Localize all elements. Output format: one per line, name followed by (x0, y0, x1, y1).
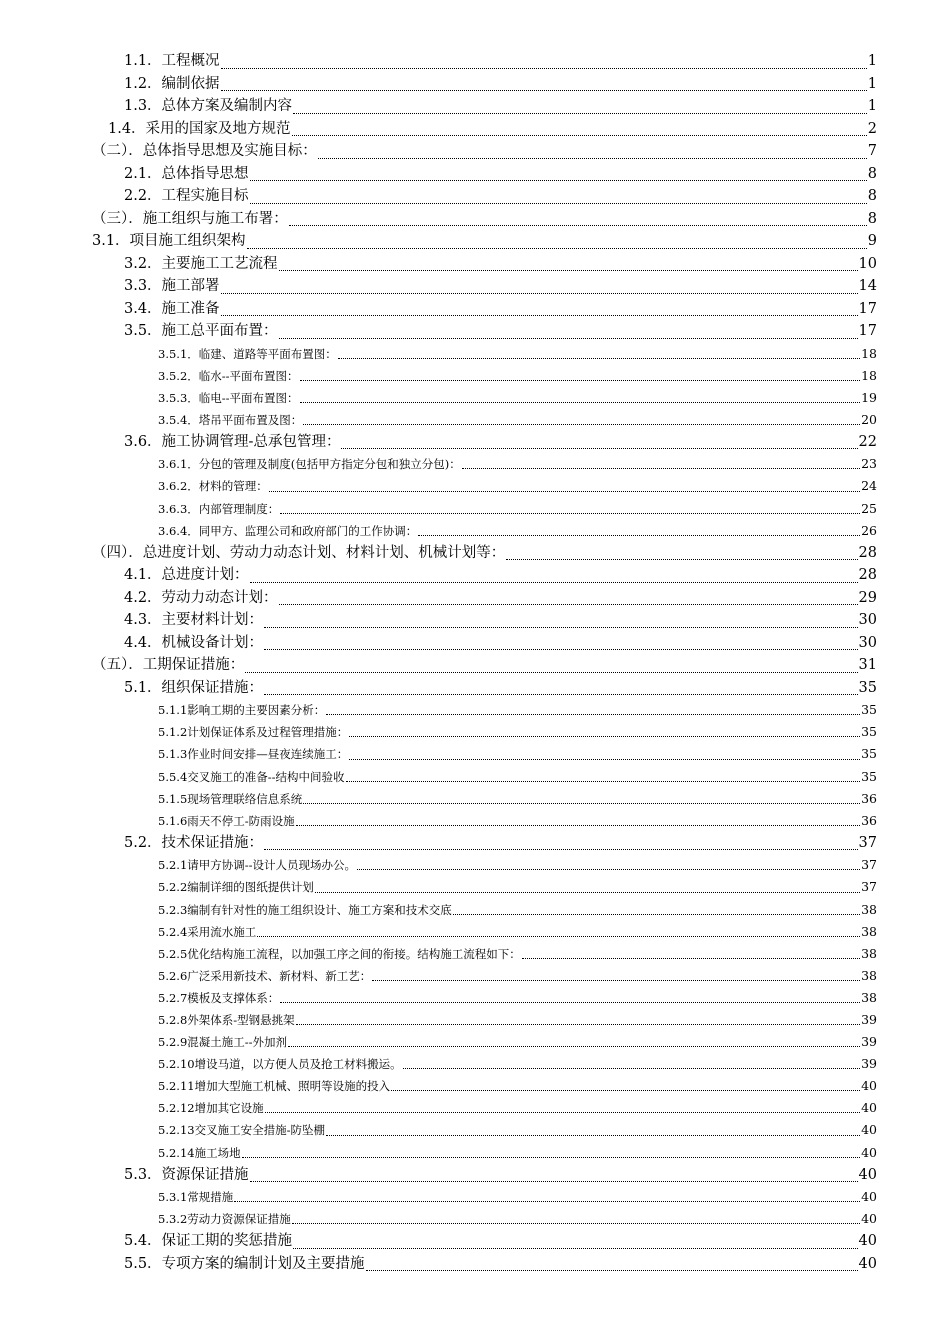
dot-leader (250, 582, 858, 583)
toc-entry[interactable] (0, 965, 950, 987)
dot-leader (326, 714, 860, 715)
toc-entry-page-number: 36 (861, 790, 877, 806)
toc-entry[interactable] (0, 609, 950, 632)
toc-entry-title: 3.3．施工部署 (124, 278, 220, 294)
toc-entry[interactable] (0, 253, 950, 276)
toc-entry-title: 5.1．组织保证措施： (124, 679, 264, 696)
dot-leader (338, 358, 860, 359)
toc-entry[interactable] (0, 73, 950, 96)
dot-leader (372, 980, 860, 981)
dot-leader (357, 869, 860, 870)
toc-entry[interactable] (0, 854, 950, 876)
toc-entry-title: 5.2.9混凝土施工--外加剂 (158, 1035, 288, 1050)
toc-entry[interactable] (0, 654, 950, 677)
toc-entry[interactable] (0, 1075, 950, 1097)
toc-entry[interactable] (0, 899, 950, 921)
toc-entry-title: 3.1．项目施工组织架构 (92, 233, 246, 249)
toc-entry-page-number: 39 (861, 1011, 877, 1027)
toc-entry[interactable] (0, 520, 950, 542)
toc-entry-title: 3.5．施工总平面布置： (124, 323, 278, 339)
dot-leader (265, 1112, 861, 1113)
toc-entry-title: 5.1.5现场管理联络信息系统 (158, 791, 303, 806)
toc-entry[interactable] (0, 320, 950, 343)
toc-entry[interactable] (0, 943, 950, 965)
toc-entry-page-number: 35 (861, 724, 877, 740)
toc-entry-title: （三）．施工组织与施工布署： (92, 210, 288, 227)
toc-entry[interactable] (0, 409, 950, 431)
toc-entry-page-number: 35 (861, 702, 877, 718)
toc-entry-page-number: 38 (861, 967, 877, 983)
toc-entry[interactable] (0, 587, 950, 610)
toc-entry-page-number: 18 (861, 345, 877, 361)
toc-entry-title: 5.5．专项方案的编制计划及主要措施 (124, 1255, 365, 1272)
toc-entry[interactable] (0, 1208, 950, 1230)
dot-leader (221, 90, 867, 91)
dot-leader (242, 1157, 861, 1158)
dot-leader (349, 759, 860, 760)
toc-entry-title: 5.2.10增设马道，以方便人员及抢工材料搬运。 (158, 1057, 402, 1072)
toc-entry-page-number: 20 (861, 411, 877, 427)
toc-entry-title: （四）．总进度计划、劳动力动态计划、材料计划、机械计划等： (92, 544, 506, 561)
toc-entry-page-number: 9 (867, 233, 877, 249)
toc-entry[interactable] (0, 632, 950, 655)
toc-entry[interactable] (0, 230, 950, 253)
toc-entry-page-number: 8 (867, 165, 877, 182)
toc-entry-page-number: 38 (861, 945, 877, 961)
toc-entry-title: 5.2.12增加其它设施 (158, 1101, 264, 1116)
dot-leader (366, 1270, 858, 1271)
toc-entry-page-number: 1 (867, 75, 877, 92)
toc-entry-page-number: 39 (861, 1056, 877, 1072)
toc-entry[interactable] (0, 564, 950, 587)
dot-leader (315, 892, 860, 893)
toc-entry-title: 1.1．工程概况 (124, 53, 220, 69)
toc-entry-page-number: 1 (867, 98, 877, 114)
toc-entry-title: 1.4．采用的国家及地方规范 (108, 120, 291, 137)
dot-leader (234, 1201, 860, 1202)
toc-entry-title: 5.5.4交叉施工的准备--结构中间验收 (158, 769, 345, 784)
dot-leader (296, 1024, 860, 1025)
toc-entry-title: 5.4．保证工期的奖惩措施 (124, 1233, 293, 1250)
toc-entry-page-number: 40 (861, 1144, 877, 1160)
dot-leader (318, 158, 867, 159)
toc-entry-page-number: 19 (861, 389, 877, 405)
toc-entry-title: 4.1．总进度计划： (124, 567, 249, 584)
toc-entry-page-number: 10 (858, 255, 877, 272)
toc-entry[interactable] (0, 163, 950, 186)
toc-entry[interactable] (0, 365, 950, 387)
dot-leader (280, 513, 860, 514)
toc-entry-page-number: 40 (861, 1189, 877, 1205)
toc-entry-title: 5.2.2编制详细的图纸提供计划 (158, 880, 314, 895)
toc-entry-title: 5.2.11增加大型施工机械、照明等设施的投入 (158, 1079, 391, 1094)
toc-entry-title: 5.2.13交叉施工安全措施-防坠棚 (158, 1123, 325, 1138)
toc-entry[interactable] (0, 766, 950, 788)
toc-entry-page-number: 8 (867, 210, 877, 227)
toc-entry[interactable] (0, 185, 950, 208)
dot-leader (292, 135, 867, 136)
dot-leader (522, 958, 860, 959)
toc-entry[interactable] (0, 1164, 950, 1187)
toc-entry[interactable] (0, 1119, 950, 1141)
dot-leader (326, 1135, 860, 1136)
dot-leader (391, 1090, 860, 1091)
toc-entry-page-number: 35 (858, 679, 877, 696)
toc-entry[interactable] (0, 475, 950, 497)
toc-entry-page-number: 37 (861, 857, 877, 873)
toc-entry[interactable] (0, 118, 950, 141)
toc-entry[interactable] (0, 1053, 950, 1075)
toc-entry[interactable] (0, 453, 950, 475)
dot-leader (279, 604, 858, 605)
toc-entry-page-number: 40 (861, 1078, 877, 1094)
toc-entry-page-number: 40 (858, 1233, 877, 1250)
dot-leader (462, 468, 860, 469)
dot-leader (279, 270, 858, 271)
toc-entry-title: 5.2.3编制有针对性的施工组织设计、施工方案和技术交底 (158, 902, 452, 917)
toc-entry[interactable] (0, 876, 950, 898)
toc-entry[interactable] (0, 832, 950, 855)
toc-entry[interactable] (0, 140, 950, 163)
toc-entry[interactable] (0, 50, 950, 73)
toc-entry-page-number: 8 (867, 188, 877, 204)
dot-leader (288, 1046, 860, 1047)
dot-leader (257, 936, 860, 937)
toc-entry-page-number: 17 (858, 323, 877, 339)
toc-entry-title: 5.1.1影响工期的主要因素分析： (158, 703, 326, 718)
toc-entry-page-number: 31 (858, 657, 877, 674)
toc-entry-title: 5.2.14施工场地 (158, 1145, 241, 1160)
dot-leader (300, 380, 861, 381)
toc-entry[interactable] (0, 788, 950, 810)
dot-leader (264, 649, 857, 650)
toc-entry-page-number: 22 (858, 433, 877, 450)
toc-entry-title: 5.2．技术保证措施： (124, 834, 264, 851)
toc-entry-page-number: 39 (861, 1034, 877, 1050)
dot-leader (264, 849, 857, 850)
toc-entry-page-number: 7 (867, 143, 877, 159)
toc-entry-title: 3.5.3．临电--平面布置图： (158, 390, 299, 405)
toc-entry-title: 5.3.2劳动力资源保证措施 (158, 1212, 291, 1227)
toc-entry[interactable] (0, 1097, 950, 1119)
toc-entry-title: 2.1．总体指导思想 (124, 165, 249, 182)
toc-entry-title: 3.6.1．分包的管理及制度(包括甲方指定分包和独立分包)： (158, 457, 461, 472)
toc-entry[interactable] (0, 431, 950, 454)
toc-entry-title: 5.1.2计划保证体系及过程管理措施： (158, 725, 349, 740)
dot-leader (506, 559, 857, 560)
toc-entry-title: 3.6．施工协调管理-总承包管理： (124, 433, 341, 450)
toc-entry[interactable] (0, 810, 950, 832)
toc-entry[interactable] (0, 343, 950, 365)
toc-entry-title: 3.6.2．材料的管理： (158, 479, 268, 494)
dot-leader (303, 424, 860, 425)
toc-entry-title: 3.5.4．塔吊平面布置及图： (158, 412, 303, 427)
dot-leader (250, 1181, 858, 1182)
dot-leader (289, 225, 867, 226)
toc-entry[interactable] (0, 1142, 950, 1164)
toc-entry[interactable] (0, 95, 950, 118)
toc-entry-title: 3.4．施工准备 (124, 300, 220, 317)
toc-entry-title: 1.3．总体方案及编制内容 (124, 98, 293, 114)
dot-leader (221, 315, 858, 316)
toc-entry-title: （二）．总体指导思想及实施目标： (92, 143, 317, 159)
dot-leader (280, 1002, 860, 1003)
toc-entry-page-number: 38 (861, 923, 877, 939)
dot-leader (346, 781, 861, 782)
toc-entry-page-number: 28 (858, 567, 877, 584)
dot-leader (245, 672, 857, 673)
toc-entry-page-number: 23 (861, 456, 877, 472)
toc-entry-page-number: 28 (858, 544, 877, 561)
toc-entry-title: （五）．工期保证措施： (92, 657, 245, 674)
toc-entry-page-number: 14 (858, 278, 877, 294)
toc-entry[interactable] (0, 542, 950, 565)
toc-entry-title: 5.2.7模板及支撑体系： (158, 990, 280, 1005)
toc-entry[interactable] (0, 1009, 950, 1031)
dot-leader (293, 1248, 857, 1249)
toc-entry-page-number: 26 (861, 522, 877, 538)
toc-entry[interactable] (0, 987, 950, 1009)
toc-entry-page-number: 35 (861, 768, 877, 784)
toc-entry-page-number: 1 (867, 53, 877, 69)
toc-entry-title: 5.1.6雨天不停工-防雨设施 (158, 813, 295, 828)
toc-entry-page-number: 40 (861, 1100, 877, 1116)
dot-leader (403, 1068, 861, 1069)
dot-leader (250, 180, 867, 181)
dot-leader (418, 535, 860, 536)
toc-entry-title: 3.6.3．内部管理制度： (158, 501, 280, 516)
toc-entry-page-number: 40 (861, 1211, 877, 1227)
toc-entry[interactable] (0, 298, 950, 321)
dot-leader (303, 803, 860, 804)
dot-leader (264, 694, 857, 695)
toc-entry-page-number: 30 (858, 634, 877, 651)
toc-entry-title: 5.3．资源保证措施 (124, 1166, 249, 1183)
dot-leader (221, 293, 858, 294)
toc-entry-title: 3.5.1．临建、道路等平面布置图： (158, 346, 337, 361)
toc-entry-page-number: 25 (861, 500, 877, 516)
toc-entry-page-number: 30 (858, 612, 877, 629)
dot-leader (279, 338, 858, 339)
dot-leader (296, 825, 860, 826)
toc-entry[interactable] (0, 1186, 950, 1208)
toc-entry-title: 2.2．工程实施目标 (124, 188, 249, 204)
toc-entry[interactable] (0, 498, 950, 520)
toc-entry-title: 5.2.4采用流水施工 (158, 924, 257, 939)
toc-entry-title: 5.2.6广泛采用新技术、新材料、新工艺： (158, 968, 372, 983)
dot-leader (292, 1223, 860, 1224)
dot-leader (221, 68, 867, 69)
toc-entry[interactable] (0, 921, 950, 943)
toc-entry[interactable] (0, 721, 950, 743)
toc-entry[interactable] (0, 1031, 950, 1053)
toc-entry-title: 5.2.8外架体系-型钢悬挑架 (158, 1012, 295, 1027)
toc-entry-title: 4.2．劳动力动态计划： (124, 589, 278, 606)
toc-entry-title: 4.4．机械设备计划： (124, 634, 264, 651)
table-of-contents (0, 50, 950, 1275)
toc-entry-page-number: 38 (861, 989, 877, 1005)
toc-entry-page-number: 40 (861, 1122, 877, 1138)
toc-entry-title: 5.2.5优化结构施工流程，以加强工序之间的衔接。结构施工流程如下： (158, 946, 521, 961)
toc-entry[interactable] (0, 1230, 950, 1253)
dot-leader (264, 627, 857, 628)
toc-entry-title: 5.2.1请甲方协调--设计人员现场办公。 (158, 858, 357, 873)
toc-entry[interactable] (0, 275, 950, 298)
toc-entry[interactable] (0, 743, 950, 765)
toc-entry-title: 5.1.3作业时间安排—昼夜连续施工： (158, 747, 349, 762)
toc-entry-page-number: 36 (861, 812, 877, 828)
dot-leader (247, 248, 867, 249)
toc-entry[interactable] (0, 677, 950, 700)
dot-leader (269, 491, 860, 492)
toc-entry-page-number: 37 (858, 834, 877, 851)
toc-entry-title: 1.2．编制依据 (124, 75, 220, 92)
toc-entry-page-number: 24 (861, 478, 877, 494)
toc-entry-title: 5.3.1常规措施 (158, 1190, 234, 1205)
dot-leader (293, 113, 867, 114)
toc-entry[interactable] (0, 1253, 950, 1276)
dot-leader (300, 402, 861, 403)
toc-entry-title: 3.6.4．同甲方、监理公司和政府部门的工作协调： (158, 523, 418, 538)
toc-entry-page-number: 38 (861, 901, 877, 917)
dot-leader (453, 914, 860, 915)
toc-entry-title: 3.5.2．临水--平面布置图： (158, 368, 299, 383)
toc-entry-page-number: 2 (867, 120, 877, 137)
toc-entry-title: 4.3．主要材料计划： (124, 612, 264, 629)
toc-entry[interactable] (0, 208, 950, 231)
toc-entry-page-number: 40 (858, 1166, 877, 1183)
dot-leader (349, 736, 860, 737)
toc-entry-page-number: 18 (861, 367, 877, 383)
dot-leader (250, 203, 867, 204)
toc-entry-page-number: 40 (858, 1255, 877, 1272)
toc-entry-page-number: 35 (861, 746, 877, 762)
toc-entry-page-number: 29 (858, 589, 877, 606)
toc-entry-title: 3.2．主要施工工艺流程 (124, 255, 278, 272)
toc-entry[interactable] (0, 699, 950, 721)
toc-entry-page-number: 17 (858, 300, 877, 317)
toc-entry[interactable] (0, 387, 950, 409)
dot-leader (341, 448, 857, 449)
toc-entry-page-number: 37 (861, 879, 877, 895)
